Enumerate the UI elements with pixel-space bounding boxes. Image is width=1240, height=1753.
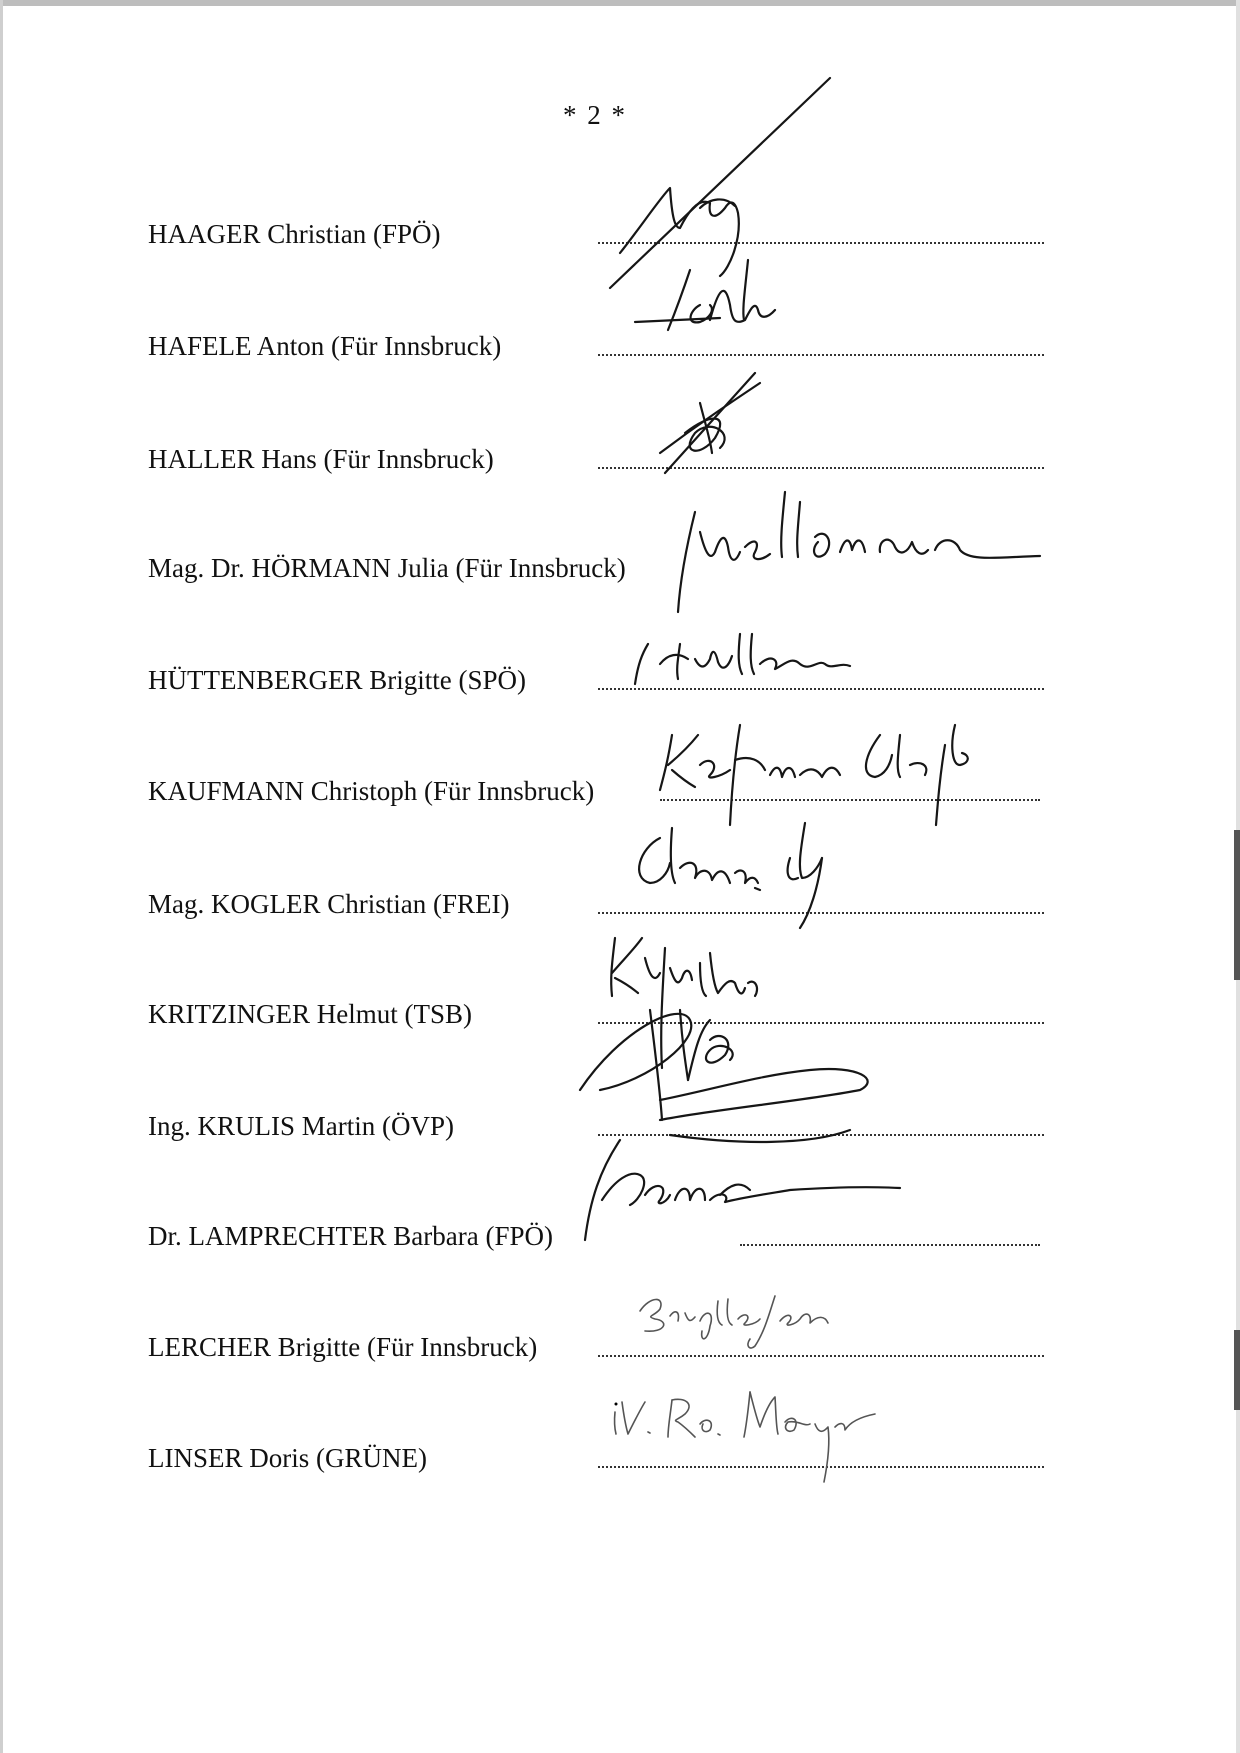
handwritten-signature bbox=[560, 270, 1080, 400]
signatory-row bbox=[0, 1303, 1240, 1363]
handwritten-signature bbox=[560, 492, 1080, 622]
handwritten-signature bbox=[560, 938, 1080, 1068]
signatory-row bbox=[0, 747, 1240, 807]
handwritten-signature bbox=[560, 715, 1080, 845]
signatory-row bbox=[0, 860, 1240, 920]
signatory-name: KRITZINGER Helmut (TSB) bbox=[148, 999, 472, 1029]
signatory-row bbox=[0, 1414, 1240, 1474]
signatory-row bbox=[0, 970, 1240, 1030]
handwritten-signature bbox=[560, 1382, 1080, 1512]
signatory-row bbox=[0, 524, 1240, 584]
signatory-name: HÜTTENBERGER Brigitte (SPÖ) bbox=[148, 665, 526, 695]
signatory-name: LERCHER Brigitte (Für Innsbruck) bbox=[148, 1332, 538, 1362]
signatory-row bbox=[0, 1192, 1240, 1252]
signatory-row bbox=[0, 190, 1240, 250]
signatory-name: KAUFMANN Christoph (Für Innsbruck) bbox=[148, 776, 595, 806]
signatory-row bbox=[0, 302, 1240, 362]
signatory-row bbox=[0, 1082, 1240, 1142]
signatory-name: Dr. LAMPRECHTER Barbara (FPÖ) bbox=[148, 1221, 553, 1251]
signatory-name: HAAGER Christian (FPÖ) bbox=[148, 219, 441, 249]
signatory-name: HAFELE Anton (Für Innsbruck) bbox=[148, 331, 502, 361]
signatory-row bbox=[0, 636, 1240, 696]
signatory-name: HALLER Hans (Für Innsbruck) bbox=[148, 444, 494, 474]
page-number: * 2 * bbox=[563, 100, 627, 130]
signatory-name: Ing. KRULIS Martin (ÖVP) bbox=[148, 1111, 454, 1141]
signatory-row bbox=[0, 415, 1240, 475]
handwritten-signature bbox=[560, 158, 1080, 288]
signatory-name: Mag. Dr. HÖRMANN Julia (Für Innsbruck) bbox=[148, 553, 626, 583]
signatory-name: LINSER Doris (GRÜNE) bbox=[148, 1443, 427, 1473]
signatory-name: Mag. KOGLER Christian (FREI) bbox=[148, 889, 510, 919]
